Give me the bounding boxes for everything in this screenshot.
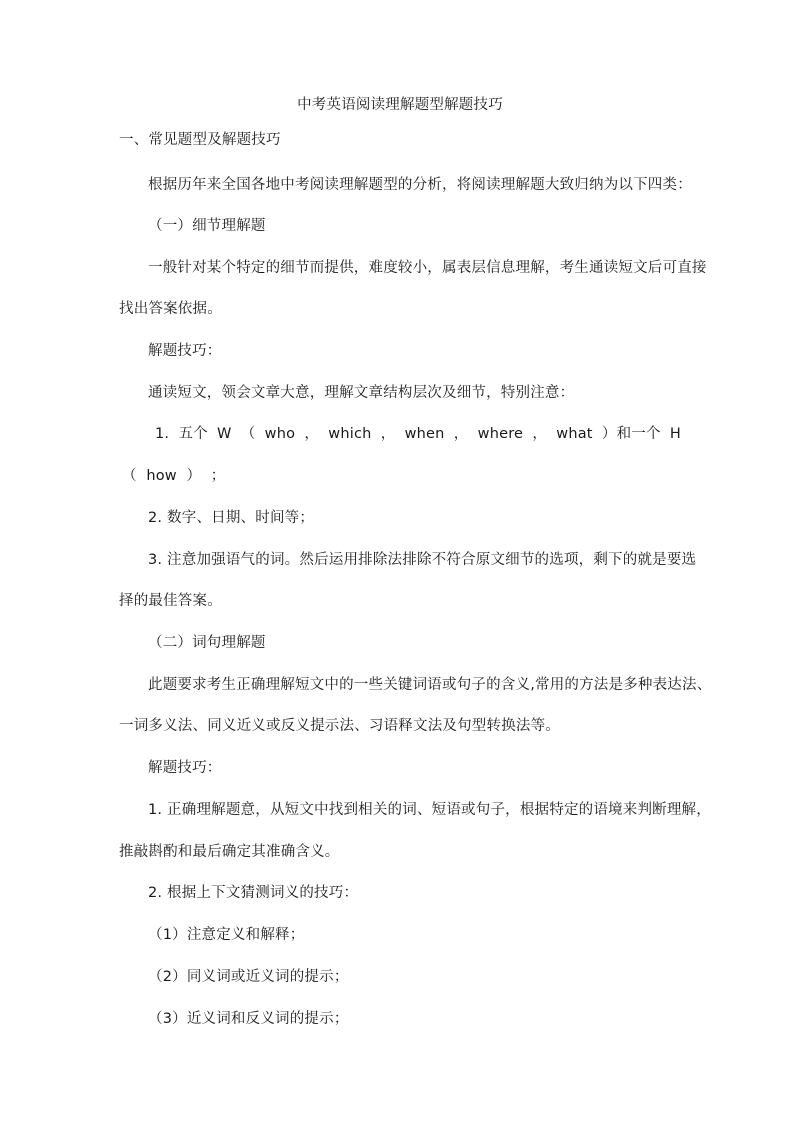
item1-token: W bbox=[217, 426, 232, 442]
word-sub3: （3）近义词和反义词的提示； bbox=[148, 1011, 349, 1027]
item1-token: where bbox=[477, 426, 524, 442]
item1-token: ， bbox=[532, 426, 548, 442]
word-description-line1: 此题要求考生正确理解短文中的一些关键词语或句子的含义,常用的方法是多种表达法、 bbox=[148, 677, 712, 693]
item1-token: ， bbox=[453, 426, 469, 442]
detail-item1-line2: （ how ） ； bbox=[122, 468, 226, 484]
word-description-line2: 一词多义法、同义近义或反义提示法、习语释文法及句型转换法等。 bbox=[119, 718, 560, 734]
word-sub1: （1）注意定义和解释； bbox=[148, 927, 305, 943]
detail-item3-line2: 择的最佳答案。 bbox=[119, 593, 222, 609]
detail-description-line1: 一般针对某个特定的细节而提供，难度较小，属表层信息理解，考生通读短文后可直接 bbox=[148, 260, 707, 276]
detail-heading: （一）细节理解题 bbox=[148, 218, 266, 234]
detail-item3-line1: 3. 注意加强语气的词。然后运用排除法排除不符合原文细节的选项，剩下的就是要选 bbox=[148, 552, 697, 568]
item1-token: what bbox=[556, 426, 593, 442]
detail-description-line2: 找出答案依据。 bbox=[119, 301, 222, 317]
word-tips-label: 解题技巧： bbox=[148, 760, 222, 776]
section-heading: 一、常见题型及解题技巧 bbox=[119, 132, 281, 148]
intro-paragraph: 根据历年来全国各地中考阅读理解题型的分析，将阅读理解题大致归纳为以下四类： bbox=[148, 177, 692, 193]
detail-tips-label: 解题技巧： bbox=[148, 343, 222, 359]
item1-token: when bbox=[404, 426, 445, 442]
word-heading: （二）词句理解题 bbox=[148, 635, 266, 651]
item1-token: （ bbox=[240, 426, 256, 442]
item1-token: H bbox=[669, 426, 681, 442]
detail-tips-intro: 通读短文，领会文章大意，理解文章结构层次及细节，特别注意： bbox=[148, 385, 575, 401]
word-tip1-line1: 1. 正确理解题意，从短文中找到相关的词、短语或句子，根据特定的语境来判断理解， bbox=[148, 802, 711, 818]
item1-token: ）和一个 bbox=[601, 426, 661, 442]
item1-token: which bbox=[328, 426, 372, 442]
detail-item1-line1 bbox=[155, 425, 681, 443]
item1-token: who bbox=[264, 426, 296, 442]
detail-item2: 2. 数字、日期、时间等； bbox=[148, 510, 315, 526]
item1-token: ， bbox=[380, 426, 396, 442]
document-title: 中考英语阅读理解题型解题技巧 bbox=[297, 97, 503, 113]
word-tip1-line2: 推敲斟酌和最后确定其准确含义。 bbox=[119, 844, 340, 860]
item1-token: ， bbox=[304, 426, 320, 442]
word-sub2: （2）同义词或近义词的提示； bbox=[148, 969, 349, 985]
word-tip2: 2. 根据上下文猜测词义的技巧： bbox=[148, 885, 359, 901]
item1-token: 1. bbox=[155, 426, 170, 442]
item1-token: 五个 bbox=[178, 426, 208, 442]
